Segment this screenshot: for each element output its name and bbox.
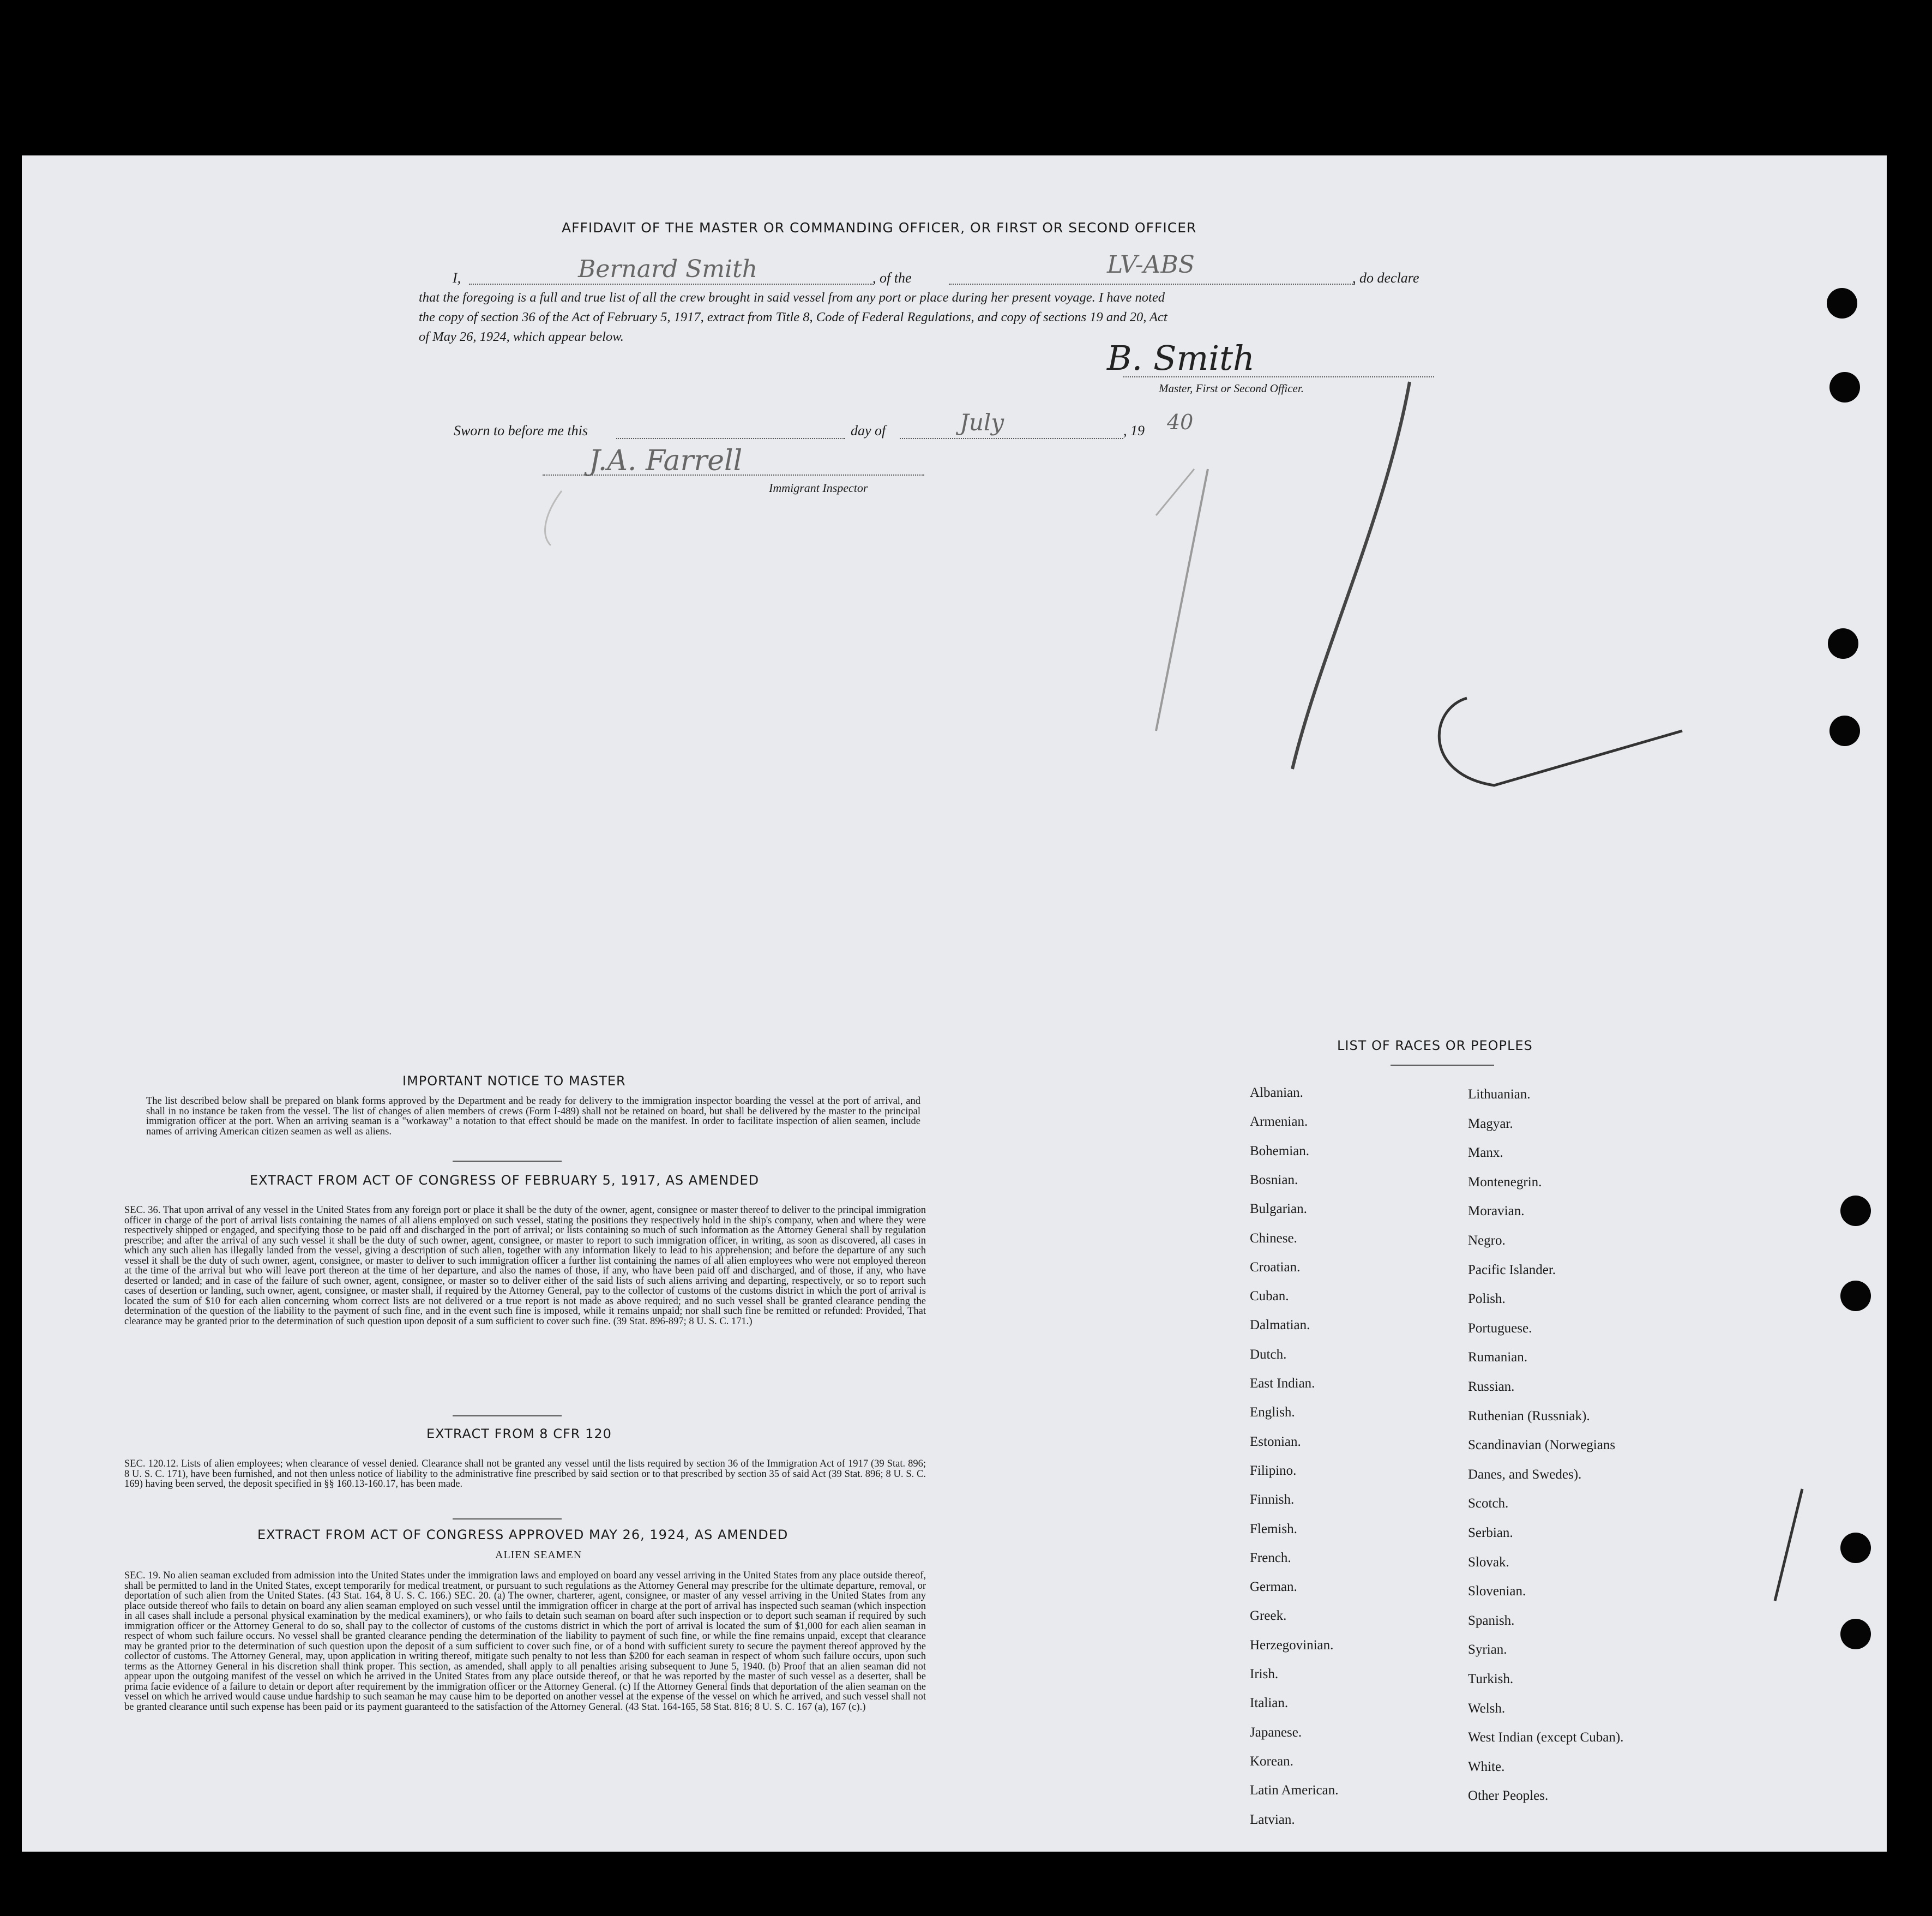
race-item: Bosnian. [1250,1172,1298,1187]
race-item: West Indian (except Cuban). [1468,1730,1624,1745]
race-item: English. [1250,1405,1295,1420]
race-item: Greek. [1250,1608,1287,1624]
race-item: Japanese. [1250,1725,1302,1740]
race-item: Chinese. [1250,1230,1297,1246]
extract-1917-heading: EXTRACT FROM ACT OF CONGRESS OF FEBRUARY 5, 1917, AS AMENDED [250,1173,760,1188]
race-item: Scotch. [1468,1496,1509,1511]
race-item: Negro. [1468,1233,1506,1248]
divider [453,1415,562,1416]
race-item: Syrian. [1468,1642,1507,1657]
race-item: Italian. [1250,1696,1289,1711]
race-item: Slovak. [1468,1554,1509,1570]
handwritten-year: 40 [1167,410,1194,434]
race-item: Polish. [1468,1292,1506,1307]
race-item: Finnish. [1250,1492,1295,1507]
of-the-label: , of the [872,270,912,286]
race-item: Portuguese. [1468,1320,1532,1336]
race-item: Bulgarian. [1250,1202,1307,1217]
extract-cfr-text: SEC. 120.12. Lists of alien employees; when clearance of vessel denied. Clearance shall not be granted any vessel until the lists required by section 36 of the Immigration Act of 1917 (39 Stat. 896; 8 U. S. C. 171), have been furnished, and not then unless notice of liability to the administrative fine prescribed by said section or to that prescribed by section 35 of said Act (39 Stat. 896; 8 U. S. C. 169) having been served, the deposit specified in §§ 160.13-160.17, has been made. [124,1458,926,1489]
divider [453,1161,562,1162]
extract-1917-text: SEC. 36. That upon arrival of any vessel in the United States from any foreign port or place it shall be the duty of the owner, agent, consignee or master thereof to deliver to the principal immigration officer in charge of the port of arrival lists containing the names of all aliens employed on such vessel, stating the positions they respectively hold in the ship's company, when and where they were respectively shipped or engaged, and specifying those to be paid off and discharged in the port of arrival; or lists containing so much of such information as the Attorney General shall by regulation prescribe; and after the arrival of any such vessel it shall be the duty of such owner, agent, consignee, or master to report to such immigration officer, in writing, as soon as discovered, all cases in which any such alien has illegally landed from the vessel, giving a description of such alien, together with any information likely to lead to his apprehension; and before the departure of any such vessel it shall be the duty of such owner, agent, consignee, or master to deliver to such immigration officer a further list containing the names of all alien employees who were not employed thereon at the time of the arrival but who will leave port thereon at the time of her departure, and also the names of those, if any, who have been paid off and discharged, and of those, if any, who have deserted or landed; and in case of the failure of such owner, agent, consignee, or master so to deliver either of the said lists of such aliens arriving and departing, respectively, or so to report such cases of desertion or landing, such owner, agent, consignee, or master shall, if required by the Attorney General, pay to the collector of customs of the customs district in which the port of arrival is located the sum of $10 for each alien concerning whom correct lists are not delivered or a true report is not made as above required; and no such vessel shall be granted clearance pending the determination of the question of the liability to the payment of such fine, and in the event such fine is imposed, while it remains unpaid; nor shall such fine be remitted or refunded: Provided, That clearance may be granted prior to the determination of such question upon deposit of a sum sufficient to cover such fine. (39 Stat. 896-897; 8 U. S. C. 171.) [124,1205,926,1327]
divider [453,1518,562,1519]
extract-1924-heading: EXTRACT FROM ACT OF CONGRESS APPROVED MAY 26, 1924, AS AMENDED [257,1527,789,1542]
race-item: Turkish. [1468,1672,1514,1686]
race-item: Pacific Islander. [1468,1262,1556,1277]
race-item: Moravian. [1468,1204,1525,1219]
affidavit-line-2: that the foregoing is a full and true list of all the crew brought in said vessel from any port or place during her present voyage. I have noted [419,290,1165,305]
race-item: Magyar. [1468,1116,1513,1131]
race-item: Slovenian. [1468,1584,1526,1599]
race-item: Albanian. [1250,1085,1303,1100]
race-item: Cuban. [1250,1289,1289,1304]
extract-1924-subheading: ALIEN SEAMEN [495,1549,582,1561]
race-item: Armenian. [1250,1114,1308,1130]
race-item: French. [1250,1550,1291,1565]
handwritten-vessel: LV-ABS [1107,251,1195,279]
race-item: Flemish. [1250,1521,1297,1536]
race-item: German. [1250,1579,1297,1595]
race-item: Herzegovinian. [1250,1637,1334,1653]
officer-signature: B. Smith [1107,338,1255,378]
race-item: Other Peoples. [1468,1788,1549,1804]
race-item: Bohemian. [1250,1143,1310,1158]
notice-text: The list described below shall be prepared on blank forms approved by the Department and be ready for delivery to the immigration inspector boarding the vessel at the port of arrival, and shall in no instance be taken from the vessel. The list of changes of alien members of crews (Form I-489) shall not be retained on board, but shall be delivered by the master to the principal immigration officer at the port. When an arriving seaman is a "workaway" a notation to that effect should be made on the manifest. In order to facilitate inspection of alien seamen, include names of arriving American citizen seamen as well as aliens. [146,1096,920,1137]
race-item: Latvian. [1250,1812,1295,1827]
race-item: Irish. [1250,1667,1279,1681]
race-item: Danes, and Swedes). [1468,1467,1582,1482]
race-item: East Indian. [1250,1376,1315,1391]
race-item: Korean. [1250,1753,1293,1769]
race-item: Dalmatian. [1250,1318,1310,1333]
race-item: Manx. [1468,1145,1503,1161]
race-item: Spanish. [1468,1613,1515,1628]
affidavit-heading: AFFIDAVIT OF THE MASTER OR COMMANDING OFFICER, OR FIRST OR SECOND OFFICER [562,220,1197,236]
race-item: Dutch. [1250,1347,1287,1362]
divider [1391,1065,1494,1066]
race-item: Russian. [1468,1379,1515,1394]
affidavit-line-3: the copy of section 36 of the Act of February 5, 1917, extract from Title 8, Code of Federal Regulations, and copy of sections 19 and 20, Act [419,310,1167,325]
handwritten-name: Bernard Smith [578,255,758,283]
race-item: Rumanian. [1468,1350,1528,1365]
race-item: Latin American. [1250,1783,1339,1798]
race-item: Scandinavian (Norwegians [1468,1438,1616,1453]
extract-cfr-heading: EXTRACT FROM 8 CFR 120 [426,1426,612,1441]
extract-1924-text: SEC. 19. No alien seaman excluded from admission into the United States under the immigration laws and employed on board any vessel arriving in the United States from any place outside thereof, shall be permitted to land in the United States, except temporarily for medical treatment, or pursuant to such regulations as the Attorney General may prescribe for the ultimate departure, removal, or deportation of such alien from the United States. (43 Stat. 164, 8 U. S. C. 166.) SEC. 20. (a) The owner, charterer, agent, consignee, or master of any vessel arriving in the United States from any place outside thereof who fails to detain on board any alien seaman employed on such vessel until the immigration officer in charge at the port of arrival has inspected such seaman (which inspection in all cases shall include a personal physical examination by the medical examiners), or who fails to detain such seaman on board after such inspection or to deport such seaman if required by such immigration officer or the Attorney General to do so, shall pay to the collector of customs of the customs district in which the port of arrival is located the sum of $1,000 for each alien seaman in respect of whom such failure occurs. No vessel shall be granted clearance pending the determination of the liability to payment of such fine, or while the fine remains unpaid, except that clearance may be granted prior to the determination of such question upon the deposit of a sum sufficient to cover such fine, or of a bond with sufficient surety to secure the payment thereof approved by the collector of customs. The Attorney General, may, upon application in writing thereof, mitigate such penalty to not less than $200 for each seaman in respect of whom such failure occurs, upon such terms as the Attorney General in his discretion shall think proper. This section, as amended, shall apply to all penalties arising subsequent to June 5, 1940. (b) Proof that an alien seaman did not appear upon the outgoing manifest of the vessel on which he arrived in the United States from any place outside thereof, or that he was reported by the master of such vessel as a deserter, shall be prima facie evidence of a failure to detain or deport after requirement by the immigration officer or the Attorney General. (c) If the Attorney General finds that deportation of the alien seaman on the vessel on which he arrived would cause undue hardship to such seaman he may cause him to be deported on another vessel at the expense of the vessel on which he arrived, and such vessel shall not be granted clearance until such expense has been paid or its payment guaranteed to the satisfaction of the Attorney General. (43 Stat. 164-165, 58 Stat. 816; 8 U. S. C. 167 (a), 167 (c).) [124,1570,926,1713]
races-heading: LIST OF RACES OR PEOPLES [1337,1038,1533,1053]
race-item: White. [1468,1759,1505,1774]
race-item: Ruthenian (Russniak). [1468,1408,1590,1424]
affidavit-i-label: I, [453,270,461,286]
officer-label: Master, First or Second Officer. [1159,382,1304,395]
do-declare-label: , do declare [1352,270,1419,286]
inspector-signature: J.A. Farrell [589,445,743,477]
handwritten-month: July [960,409,1004,436]
year-prefix: , 19 [1123,423,1145,439]
race-item: Filipino. [1250,1463,1297,1478]
day-of-label: day of [851,423,886,439]
inspector-label: Immigrant Inspector [769,481,868,495]
affidavit-line-4: of May 26, 1924, which appear below. [419,329,624,344]
race-item: Lithuanian. [1468,1087,1531,1102]
race-item: Serbian. [1468,1525,1513,1540]
race-item: Estonian. [1250,1434,1301,1449]
notice-heading: IMPORTANT NOTICE TO MASTER [402,1073,626,1089]
race-item: Montenegrin. [1468,1174,1542,1190]
race-item: Welsh. [1468,1701,1506,1716]
sworn-label: Sworn to before me this [454,423,588,439]
race-item: Croatian. [1250,1259,1301,1275]
